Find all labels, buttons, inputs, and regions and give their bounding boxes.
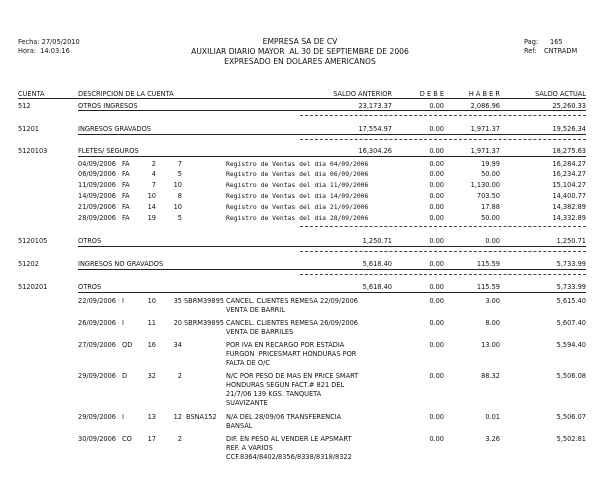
entry-n2: 2 — [177, 372, 182, 380]
entry-type: FA — [122, 192, 130, 200]
entry-reference: SBRM39895 — [184, 319, 224, 327]
entry-description-line: HONDURAS SEGUN FACT.# 821 DEL — [226, 381, 345, 389]
account-underline — [78, 292, 586, 293]
entry-type: FA — [122, 160, 130, 168]
entry-n1: 13 — [147, 413, 156, 421]
haber: 115.59 — [476, 283, 500, 291]
entry-n2: 12 — [173, 413, 182, 421]
entry-n2: 35 — [173, 297, 182, 305]
debe: 0.00 — [429, 192, 444, 200]
entry-description-line: VENTA DE BARRILES — [226, 328, 294, 336]
page-number: 165 — [550, 38, 563, 46]
entry-description: Registro de Ventas del dia 21/09/2006 — [226, 203, 369, 211]
entry-date: 04/09/2006 — [78, 160, 117, 168]
debe: 0.00 — [429, 283, 444, 291]
saldo-anterior: 17,554.97 — [358, 125, 392, 133]
debe: 0.00 — [429, 214, 444, 222]
haber: 0.01 — [485, 413, 500, 421]
entry-n1: 10 — [147, 192, 156, 200]
entry-description: Registro de Ventas del dia 28/09/2006 — [226, 214, 369, 222]
entry-description-line: DIF. EN PESO AL VENDER LE APSMART — [226, 435, 352, 443]
entry-description-line: SUAVIZANTE — [226, 399, 268, 407]
haber: 50.00 — [481, 214, 500, 222]
haber: 1,971.37 — [470, 125, 500, 133]
saldo: 14,332.89 — [552, 214, 586, 222]
account-code: 5120105 — [18, 237, 48, 245]
entry-n2: 2 — [177, 435, 182, 443]
account-code: 5120201 — [18, 283, 48, 291]
entry-description-line: FALTA DE O/C — [226, 359, 270, 367]
entry-type: QD — [122, 341, 133, 349]
entry-date: 27/09/2006 — [78, 341, 117, 349]
saldo: 15,104.27 — [552, 181, 586, 189]
entry-description: Registro de Ventas del dia 14/09/2006 — [226, 192, 369, 200]
account-name: INGRESOS NO GRAVADOS — [78, 260, 164, 268]
print-date: Fecha: 27/05/2010 — [18, 38, 80, 46]
entry-description-line: N/C POR PESO DE MAS EN PRICE SMART — [226, 372, 359, 380]
debe: 0.00 — [429, 260, 444, 268]
entry-type: I — [122, 319, 124, 327]
saldo-actual: 25,260.33 — [552, 102, 586, 110]
saldo-anterior: 16,304.26 — [358, 147, 392, 155]
haber: 2,086.96 — [470, 102, 500, 110]
saldo: 16,234.27 — [552, 170, 586, 178]
col-descripcion: DESCRIPCION DE LA CUENTA — [78, 90, 174, 98]
account-name: FLETES/ SEGUROS — [78, 147, 139, 155]
entry-date: 21/09/2006 — [78, 203, 117, 211]
account-name: OTROS — [78, 237, 102, 245]
haber: 8.00 — [485, 319, 500, 327]
entry-n2: 10 — [173, 203, 182, 211]
saldo: 5,506.08 — [556, 372, 586, 380]
entry-n1: 2 — [151, 160, 156, 168]
entry-description: Registro de Ventas del dia 04/09/2006 — [226, 160, 369, 168]
saldo-anterior: 23,173.37 — [358, 102, 392, 110]
debe: 0.00 — [429, 297, 444, 305]
entry-description-line: REF. A VARIOS — [226, 444, 273, 452]
entry-n1: 14 — [147, 203, 156, 211]
account-code: 51202 — [18, 260, 39, 268]
haber: 3.26 — [485, 435, 500, 443]
saldo: 16,284.27 — [552, 160, 586, 168]
entry-date: 30/09/2006 — [78, 435, 117, 443]
saldo: 5,607.40 — [556, 319, 586, 327]
col-cuenta: CUENTA — [18, 90, 45, 98]
debe: 0.00 — [429, 413, 444, 421]
entry-type: D — [122, 372, 128, 380]
saldo-actual: 18,275.63 — [552, 147, 586, 155]
page-label: Pag: — [524, 38, 539, 46]
debe: 0.00 — [429, 372, 444, 380]
header-divider — [18, 98, 586, 99]
entry-n1: 7 — [151, 181, 156, 189]
entry-date: 26/09/2006 — [78, 319, 117, 327]
entry-type: I — [122, 413, 124, 421]
ref-value: CNTRADM — [544, 47, 578, 55]
haber: 17.88 — [481, 203, 500, 211]
entry-n1: 11 — [147, 319, 156, 327]
entry-description-line: 21/7/06 139 KGS. TANQUETA — [226, 390, 322, 398]
account-underline — [78, 246, 586, 247]
company-name: EMPRESA SA DE CV — [262, 37, 338, 46]
total-rule — [300, 139, 586, 140]
entry-n2: 34 — [173, 341, 182, 349]
entry-date: 06/09/2006 — [78, 170, 117, 178]
entry-n2: 10 — [173, 181, 182, 189]
haber: 703.50 — [476, 192, 500, 200]
account-underline — [78, 110, 586, 111]
account-name: OTROS — [78, 283, 102, 291]
debe: 0.00 — [429, 170, 444, 178]
entry-n2: 5 — [177, 214, 182, 222]
entry-n1: 16 — [147, 341, 156, 349]
entry-n1: 10 — [147, 297, 156, 305]
entry-type: FA — [122, 203, 130, 211]
debe: 0.00 — [429, 181, 444, 189]
entry-description-line: N/A DEL 28/09/06 TRANSFERENCIA — [226, 413, 342, 421]
entry-date: 11/09/2006 — [78, 181, 117, 189]
entry-description-line: BANSAL — [226, 422, 253, 430]
entry-n1: 4 — [151, 170, 156, 178]
saldo: 14,382.89 — [552, 203, 586, 211]
entry-type: I — [122, 297, 124, 305]
entry-description-line: CANCEL. CLIENTES REMESA 26/09/2006 — [226, 319, 359, 327]
entry-n2: 5 — [177, 170, 182, 178]
saldo-actual: 5,733.99 — [556, 260, 586, 268]
col-saldo-anterior: SALDO ANTERIOR — [333, 90, 392, 98]
entry-description-line: FURGON PRICESMART HONDURAS POR — [226, 350, 357, 358]
debe: 0.00 — [429, 237, 444, 245]
debe: 0.00 — [429, 319, 444, 327]
entry-description-line: CANCEL. CLIENTES REMESA 22/09/2006 — [226, 297, 359, 305]
debe: 0.00 — [429, 435, 444, 443]
ref-label: Ref: — [524, 47, 537, 55]
saldo-anterior: 1,250.71 — [362, 237, 392, 245]
entry-n1: 17 — [147, 435, 156, 443]
entry-type: FA — [122, 181, 130, 189]
entry-date: 28/09/2006 — [78, 214, 117, 222]
col-saldo-actual: SALDO ACTUAL — [535, 90, 586, 98]
entry-description-line: VENTA DE BARRIL — [226, 306, 285, 314]
debe: 0.00 — [429, 341, 444, 349]
entry-n2: 8 — [177, 192, 182, 200]
entry-date: 22/09/2006 — [78, 297, 117, 305]
account-underline — [78, 134, 586, 135]
saldo: 14,400.77 — [552, 192, 586, 200]
entry-date: 29/09/2006 — [78, 372, 117, 380]
entry-reference: BSNA152 — [186, 413, 217, 421]
debe: 0.00 — [429, 203, 444, 211]
saldo-actual: 19,526.34 — [552, 125, 586, 133]
col-debe: D E B E — [419, 90, 444, 98]
entry-description-line: CCF.8364/8402/8356/8338/8318/8322 — [226, 453, 352, 461]
haber: 0.00 — [485, 237, 500, 245]
saldo: 5,615.40 — [556, 297, 586, 305]
col-haber: H A B E R — [468, 90, 500, 98]
saldo-anterior: 5,618.40 — [362, 260, 392, 268]
saldo: 5,506.07 — [556, 413, 586, 421]
debe: 0.00 — [429, 147, 444, 155]
saldo: 5,502.81 — [556, 435, 586, 443]
haber: 50.00 — [481, 170, 500, 178]
entry-n1: 19 — [147, 214, 156, 222]
account-code: 5120103 — [18, 147, 48, 155]
entry-type: FA — [122, 170, 130, 178]
saldo: 5,594.40 — [556, 341, 586, 349]
entry-description: Registro de Ventas del dia 11/09/2006 — [226, 181, 369, 189]
total-rule — [300, 115, 586, 116]
saldo-anterior: 5,618.40 — [362, 283, 392, 291]
print-time: Hora: 14:03:16 — [18, 47, 70, 55]
entry-description-line: POR IVA EN RECARGO POR ESTADIA — [226, 341, 345, 349]
haber: 88.32 — [481, 372, 500, 380]
account-code: 512 — [18, 102, 31, 110]
account-code: 51201 — [18, 125, 39, 133]
entry-type: FA — [122, 214, 130, 222]
entry-description: Registro de Ventas del dia 06/09/2006 — [226, 170, 369, 178]
report-subtitle: EXPRESADO EN DOLARES AMERICANOS — [224, 57, 376, 66]
account-underline — [78, 156, 586, 157]
entry-type: CO — [122, 435, 132, 443]
entry-date: 29/09/2006 — [78, 413, 117, 421]
haber: 3.00 — [485, 297, 500, 305]
haber: 1,971.37 — [470, 147, 500, 155]
report-title: AUXILIAR DIARIO MAYOR AL 30 DE SEPTIEMBRE DE 2006 — [191, 47, 409, 56]
entry-reference: SBRM39895 — [184, 297, 224, 305]
saldo-actual: 1,250.71 — [556, 237, 586, 245]
debe: 0.00 — [429, 125, 444, 133]
total-rule — [300, 251, 586, 252]
entry-n2: 20 — [173, 319, 182, 327]
debe: 0.00 — [429, 160, 444, 168]
entry-date: 14/09/2006 — [78, 192, 117, 200]
haber: 19.99 — [481, 160, 500, 168]
account-name: OTROS INGRESOS — [78, 102, 138, 110]
entry-n1: 32 — [147, 372, 156, 380]
total-rule — [300, 226, 586, 227]
haber: 1,130.00 — [470, 181, 500, 189]
saldo-actual: 5,733.99 — [556, 283, 586, 291]
debe: 0.00 — [429, 102, 444, 110]
entry-n2: 7 — [177, 160, 182, 168]
account-underline — [78, 269, 586, 270]
haber: 13.00 — [481, 341, 500, 349]
account-name: INGRESOS GRAVADOS — [78, 125, 151, 133]
total-rule — [300, 274, 586, 275]
haber: 115.59 — [476, 260, 500, 268]
